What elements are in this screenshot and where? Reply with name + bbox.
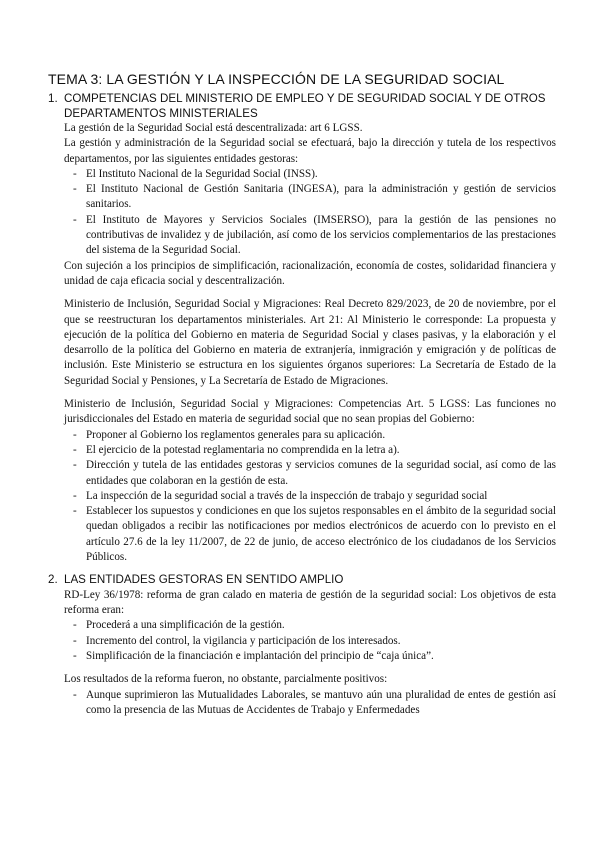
section-2-heading-text: LAS ENTIDADES GESTORAS EN SENTIDO AMPLIO <box>64 573 344 587</box>
section-1-number: 1. <box>48 92 58 105</box>
list-item: - El Instituto Nacional de la Seguridad Social (INSS). <box>64 167 556 182</box>
paragraph: Los resultados de la reforma fueron, no obstante, parcialmente positivos: <box>64 673 388 686</box>
objectives-list <box>64 618 556 664</box>
list-item: - Establecer los supuestos y condiciones en que los sujetos responsables en el ámbito de la seguridad social quedan obligados a recibir las notificaciones por medios electrónicos de acuerdo con lo previsto en el artículo 27.6 de la ley 11/2007, de 22 de junio, de acceso electrónico de los ciudadanos de los Servicios Públicos. <box>64 504 556 565</box>
section-1-body <box>48 121 556 565</box>
section-2-body <box>48 588 556 718</box>
paragraph: Ministerio de Inclusión, Seguridad Social y Migraciones: Real Decreto 829/2023, de 20 de noviembre, por el que se reestructuran los departamentos ministeriales. Art 21: Al Ministerio le corresponde: La propuesta y ejecución de la política del Gobierno en materia de Seguridad Social y clases pasivas, y la elaboración y el desarrollo de la política del Gobierno en materia de extranjería, inmigración y emigración y de políticas de inclusión. Este Ministerio se estructura en los siguientes órganos superiores: La Secretaría de Estado de la Seguridad Social y Pensiones, y La Secretaría de Estado de Migraciones. <box>64 298 556 387</box>
paragraph: RD-Ley 36/1978: reforma de gran calado en materia de gestión de la seguridad social: Los objetivos de esta reforma eran: <box>64 588 556 617</box>
section-2 <box>48 573 556 718</box>
paragraph: Con sujeción a los principios de simplificación, racionalización, economía de costes, solidaridad financiera y unidad de caja eficacia social y descentralización. <box>64 259 556 287</box>
paragraph: Ministerio de Inclusión, Seguridad Social y Migraciones: Competencias Art. 5 LGSS: Las funciones no jurisdiccionales del Estado en materia de seguridad social que no sean propias del Gobierno: <box>64 398 556 426</box>
results-list <box>64 688 556 719</box>
section-2-heading <box>48 573 556 588</box>
list-item: - Incremento del control, la vigilancia y participación de los interesados. <box>64 634 556 649</box>
list-item: - La inspección de la seguridad social a través de la inspección de trabajo y seguridad social <box>64 489 556 504</box>
list-item: - Simplificación de la financiación e implantación del principio de “caja única”. <box>64 649 556 664</box>
competences-list <box>64 428 556 566</box>
list-item: - Dirección y tutela de las entidades gestoras y servicios comunes de la seguridad social, así como de las entidades que colaboran en la gestión de esta. <box>64 458 556 489</box>
entities-list <box>64 167 556 259</box>
list-item: - El Instituto Nacional de Gestión Sanitaria (INGESA), para la administración y gestión de servicios sanitarios. <box>64 182 556 213</box>
section-1-heading <box>48 92 556 121</box>
list-item: - Procederá a una simplificación de la gestión. <box>64 618 556 633</box>
paragraph: La gestión y administración de la Seguridad social se efectuará, bajo la dirección y tutela de los respectivos departamentos, por las siguientes entidades gestoras: <box>64 137 556 165</box>
document-title: TEMA 3: LA GESTIÓN Y LA INSPECCIÓN DE LA SEGURIDAD SOCIAL <box>48 71 505 87</box>
list-item: - Proponer al Gobierno los reglamentos generales para su aplicación. <box>64 428 556 443</box>
paragraph: La gestión de la Seguridad Social está descentralizada: art 6 LGSS. <box>64 122 363 134</box>
list-item: - El ejercicio de la potestad reglamentaria no comprendida en la letra a). <box>64 443 556 458</box>
list-item: - El Instituto de Mayores y Servicios Sociales (IMSERSO), para la gestión de las pensiones no contributivas de invalidez y de jubilación, así como de los servicios complementarios de las prestaciones del sistema de la Seguridad Social. <box>64 213 556 259</box>
section-1-heading-text: COMPETENCIAS DEL MINISTERIO DE EMPLEO Y DE SEGURIDAD SOCIAL Y DE OTROS DEPARTAMENTOS MINISTERIALES <box>64 92 546 120</box>
list-item: - Aunque suprimieron las Mutualidades Laborales, se mantuvo aún una pluralidad de entes de gestión así como la presencia de las Mutuas de Accidentes de Trabajo y Enfermedades <box>64 688 556 719</box>
section-2-number: 2. <box>48 573 58 587</box>
